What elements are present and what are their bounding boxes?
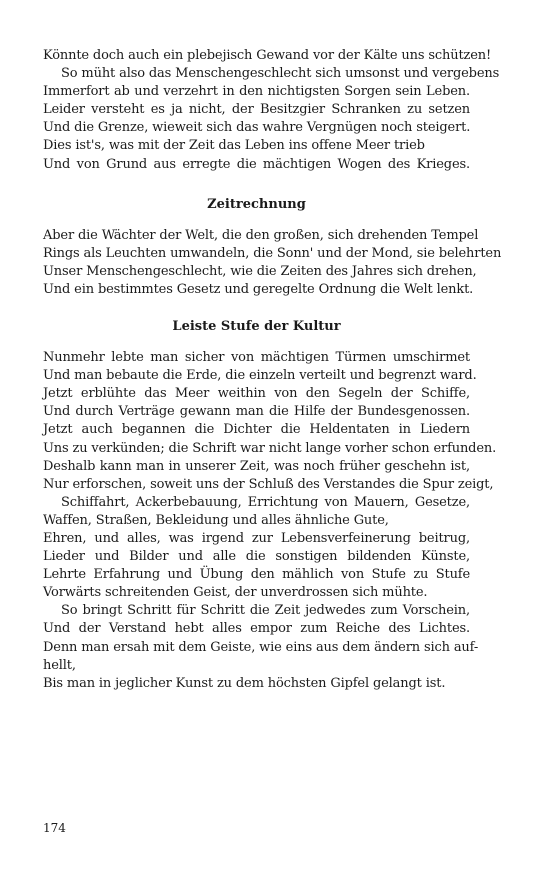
verse-line: So bringt Schritt für Schritt die Zeit jedwedes zum Vorschein, [61,603,470,619]
verse-line: Denn man ersah mit dem Geiste, wie eins aus dem ändern sich auf- [43,639,479,655]
verse-line: Jetzt erblühte das Meer weithin von den Segeln der Schiffe, [43,386,470,402]
verse-line: Und ein bestimmtes Gesetz und geregelte Ordnung die Welt lenkt. [43,281,474,297]
verse-line: So müht also das Menschengeschlecht sich umsonst und vergebens [61,66,500,82]
section-heading: Zeitrechnung [207,196,306,212]
verse-line: Immerfort ab und verzehrt in den nichtigsten Sorgen sein Leben. [43,84,470,100]
verse-section-1 [43,47,500,174]
verse-line: Und durch Verträge gewann man die Hilfe der Bundesgenossen. [43,404,470,420]
section-heading: Leiste Stufe der Kultur [172,319,341,335]
verse-line: Jetzt auch begannen die Dichter die Heldentaten in Liedern [43,422,470,438]
verse-line: Leider versteht es ja nicht, der Besitzgier Schranken zu setzen [43,102,470,118]
verse-line: Aber die Wächter der Welt, die den großen, sich drehenden Tempel [43,227,479,243]
verse-line: Und man bebaute die Erde, die einzeln verteilt und begrenzt ward. [43,368,477,384]
verse-line: Nur erforschen, soweit uns der Schluß des Verstandes die Spur zeigt, [43,476,494,492]
page-body [43,47,502,693]
verse-line: Lehrte Erfahrung und Übung den mählich von Stufe zu Stufe [43,567,470,583]
verse-line: Deshalb kann man in unserer Zeit, was noch früher geschehn ist, [43,458,470,474]
verse-line: Und von Grund aus erregte die mächtigen Wogen des Krieges. [43,156,470,172]
verse-line: Und die Grenze, wieweit sich das wahre Vergnügen noch steigert. [43,120,471,136]
verse-line: Könnte doch auch ein plebejisch Gewand vor der Kälte uns schützen! [43,48,492,63]
verse-line: Waffen, Straßen, Bekleidung und alles ähnliche Gute, [43,512,389,528]
verse-line: Ehren, und alles, was irgend zur Lebensverfeinerung beitrug, [43,530,470,546]
verse-line: Bis man in jeglicher Kunst zu dem höchsten Gipfel gelangt ist. [43,675,446,691]
verse-line: Lieder und Bilder und alle die sonstigen bildenden Künste, [43,549,470,565]
verse-line: Unser Menschengeschlecht, wie die Zeiten des Jahres sich drehen, [43,263,477,279]
verse-line: Schiffahrt, Ackerbebauung, Errichtung von Mauern, Gesetze, [61,494,470,510]
verse-section-2 [43,227,502,299]
verse-section-3 [43,349,497,693]
verse-line: Und der Verstand hebt alles empor zum Reiche des Lichtes. [43,621,470,637]
verse-line: Dies ist's, was mit der Zeit das Leben ins offene Meer trieb [43,138,425,154]
verse-line: Uns zu verkünden; die Schrift war nicht lange vorher schon erfunden. [43,440,497,456]
page-number: 174 [43,821,66,835]
verse-line: Vorwärts schreitenden Geist, der unverdrossen sich mühte. [43,585,428,601]
verse-line: hellt, [43,657,76,673]
verse-line: Nunmehr lebte man sicher von mächtigen Türmen umschirmet [43,350,470,366]
verse-line: Rings als Leuchten umwandeln, die Sonn' und der Mond, sie belehrten [43,245,502,261]
